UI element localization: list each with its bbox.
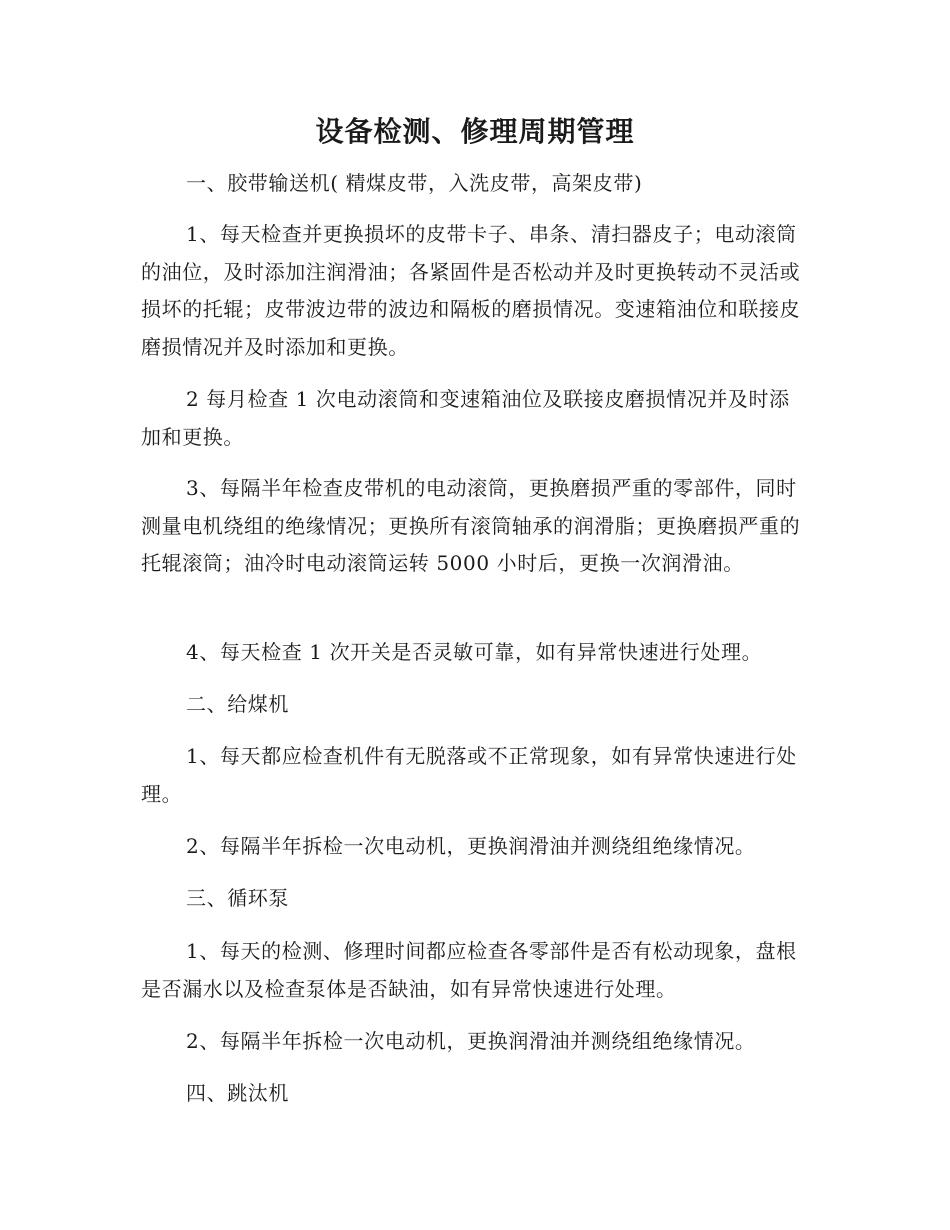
section-heading-coal-feeder: 二、给煤机 bbox=[186, 692, 289, 716]
paragraph-pump-halfyear: 2、每隔半年拆检一次电动机，更换润滑油并测绕组绝缘情况。 bbox=[186, 1029, 756, 1053]
section-heading-circulation-pump: 三、循环泵 bbox=[186, 886, 289, 910]
paragraph-feeder-daily: 1、每天都应检查机件有无脱落或不正常现象，如有异常快速进行处理。 bbox=[141, 744, 797, 806]
paragraph-belt-halfyear: 3、每隔半年检查皮带机的电动滚筒，更换磨损严重的零部件，同时测量电机绕组的绝缘情况；更换所有滚筒轴承的润滑脂；更换磨损严重的托辊滚筒；油冷时电动滚筒运转 5000 小时后，更换一次润滑油。 bbox=[141, 476, 801, 575]
paragraph-belt-switch: 4、每天检查 1 次开关是否灵敏可靠，如有异常快速进行处理。 bbox=[186, 640, 763, 664]
paragraph-pump-daily: 1、每天的检测、修理时间都应检查各零部件是否有松动现象，盘根是否漏水以及检查泵体是否缺油，如有异常快速进行处理。 bbox=[141, 939, 797, 1001]
paragraph-feeder-halfyear: 2、每隔半年拆检一次电动机，更换润滑油并测绕组绝缘情况。 bbox=[186, 834, 756, 858]
paragraph-belt-monthly: 2 每月检查 1 次电动滚筒和变速箱油位及联接皮磨损情况并及时添加和更换。 bbox=[141, 387, 790, 449]
section-heading-belt-conveyor: 一、胶带输送机( 精煤皮带，入洗皮带，高架皮带) bbox=[186, 171, 643, 195]
section-heading-jig: 四、跳汰机 bbox=[186, 1081, 289, 1105]
paragraph-belt-daily: 1、每天检查并更换损坏的皮带卡子、串条、清扫器皮子；电动滚筒的油位，及时添加注润滑油；各紧固件是否松动并及时更换转动不灵活或损坏的托辊；皮带波边带的波边和隔板的磨损情况。变速箱油位和联接皮磨损情况并及时添加和更换。 bbox=[141, 222, 801, 359]
page-title: 设备检测、修理周期管理 bbox=[315, 115, 635, 148]
